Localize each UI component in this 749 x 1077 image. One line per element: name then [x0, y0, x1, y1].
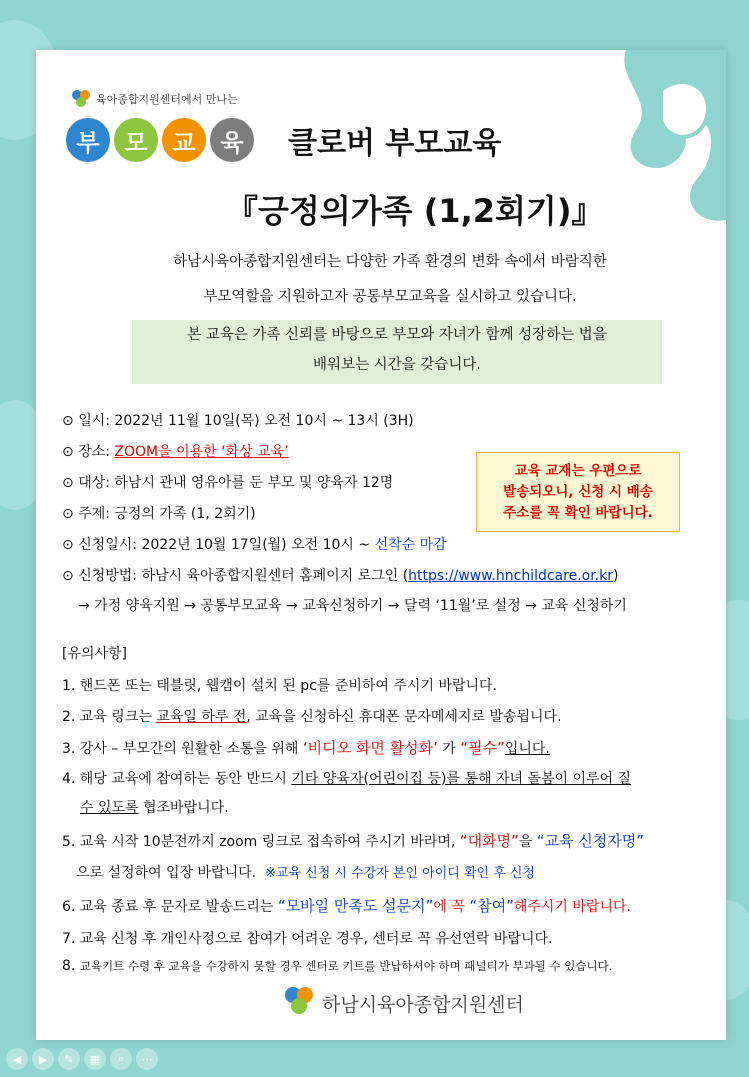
- page-title: 클로버 부모교육: [288, 126, 502, 161]
- caution-5: 5. 교육 시작 10분전까지 zoom 링크로 접속하여 주시기 바라며, “대화명”을 “교육 신청자명”: [62, 832, 645, 850]
- center-tagline: [70, 88, 238, 110]
- info-place: ⊙ 장소: ZOOM을 이용한 ‘화상 교육’: [62, 444, 289, 460]
- highlight-box: [132, 320, 662, 384]
- caution-8: 8. 교육키트 수령 후 교육을 수강하지 못할 경우 센터로 키트를 반납하셔야 하며 패널티가 부과될 수 있습니다.: [62, 958, 613, 974]
- caution-6: 6. 교육 종료 후 문자로 발송드리는 “모바일 만족도 설문지”에 꼭 “참여”해주시기 바랍니다.: [62, 897, 631, 915]
- badge-gyo: 교: [162, 118, 206, 162]
- footer-org: [282, 984, 524, 1023]
- notice-callout: 교육 교재는 우편으로 발송되오니, 신청 시 배송 주소를 꼭 확인 바랍니다.: [476, 452, 680, 532]
- caution-2: 2. 교육 링크는 교육일 하루 전, 교육을 신청하신 휴대폰 문자메세지로 발송됩니다.: [62, 709, 562, 725]
- info-date: ⊙ 일시: 2022년 11월 10일(목) 오전 10시 ~ 13시 (3H): [62, 413, 414, 429]
- caution-4: 4. 해당 교육에 참여하는 동안 반드시 기타 양육자(어린이집 등)를 통해 자녀 돌봄이 이루어 질: [62, 771, 632, 787]
- intro-line-2: 부모역할을 지원하고자 공통부모교육을 실시하고 있습니다.: [203, 289, 577, 305]
- badge-yuk: 육: [210, 118, 254, 162]
- info-apply-path: → 가정 양육지원 → 공통부모교육 → 교육신청하기 → 달력 ‘11월’로 설정 → 교육 신청하기: [78, 598, 627, 614]
- caution-3: 3. 강사 – 부모간의 원활한 소통을 위해 ‘비디오 화면 활성화’ 가 “필수”입니다.: [62, 739, 550, 757]
- caution-5-cont: 으로 설정하여 입장 바랍니다. ※교육 신청 시 수강자 본인 아이디 확인 후 신청: [76, 865, 535, 881]
- bullet-icon: ⊙: [62, 537, 74, 553]
- intro-line-1: 하남시육아종합지원센터는 다양한 가족 환경의 변화 속에서 바람직한: [173, 254, 607, 270]
- clover-logo-icon: [282, 984, 316, 1023]
- info-apply-method: ⊙ 신청방법: 하남시 육아종합지원센터 홈페이지 로그인 (https://www.hnchildcare.or.kr): [62, 568, 619, 584]
- more-icon[interactable]: ⋯: [136, 1048, 158, 1070]
- parent-education-badges: [66, 118, 254, 162]
- info-topic: ⊙ 주제: 긍정의 가족 (1, 2회기): [62, 506, 256, 522]
- caution-7: 7. 교육 신청 후 개인사정으로 참여가 어려운 경우, 센터로 꼭 유선연락 바랍니다.: [62, 931, 553, 947]
- cautions-heading: [유의사항]: [62, 646, 128, 662]
- highlight-line-2: 배워보는 시간을 갖습니다.: [313, 357, 481, 373]
- next-icon[interactable]: ▶: [32, 1048, 54, 1070]
- badge-bu: 부: [66, 118, 110, 162]
- highlight-line-1: 본 교육은 가족 신뢰를 바탕으로 부모와 자녀가 함께 성장하는 법을: [187, 327, 607, 343]
- prev-icon[interactable]: ◀: [6, 1048, 28, 1070]
- bullet-icon: ⊙: [62, 413, 74, 429]
- footer-org-name: 하남시육아종합지원센터: [322, 994, 524, 1016]
- info-apply-date: ⊙ 신청일시: 2022년 10월 17일(월) 오전 10시 ~ 선착순 마감: [62, 537, 447, 553]
- info-target: ⊙ 대상: 하남시 관내 영유아를 둔 부모 및 양육자 12명: [62, 475, 394, 491]
- pen-icon[interactable]: ✎: [58, 1048, 80, 1070]
- bullet-icon: ⊙: [62, 568, 74, 584]
- zoom-icon[interactable]: ⌕: [110, 1048, 132, 1070]
- slides-icon[interactable]: ▦: [84, 1048, 106, 1070]
- bullet-icon: ⊙: [62, 506, 74, 522]
- caution-4-cont: 수 있도록 협조바랍니다.: [80, 800, 229, 816]
- bullet-icon: ⊙: [62, 444, 74, 460]
- viewer-toolbar: [6, 1048, 158, 1070]
- bullet-icon: ⊙: [62, 475, 74, 491]
- badge-mo: 모: [114, 118, 158, 162]
- homepage-link[interactable]: https://www.hnchildcare.or.kr: [408, 568, 613, 584]
- tagline-text: 육아종합지원센터에서 만나는: [96, 93, 238, 106]
- clover-logo-icon: [70, 88, 92, 110]
- page-subtitle: 『긍정의가족 (1,2회기)』: [226, 192, 604, 230]
- caution-1: 1. 핸드폰 또는 태블릿, 웹캠이 설치 된 pc를 준비하여 주시기 바랍니다.: [62, 678, 497, 694]
